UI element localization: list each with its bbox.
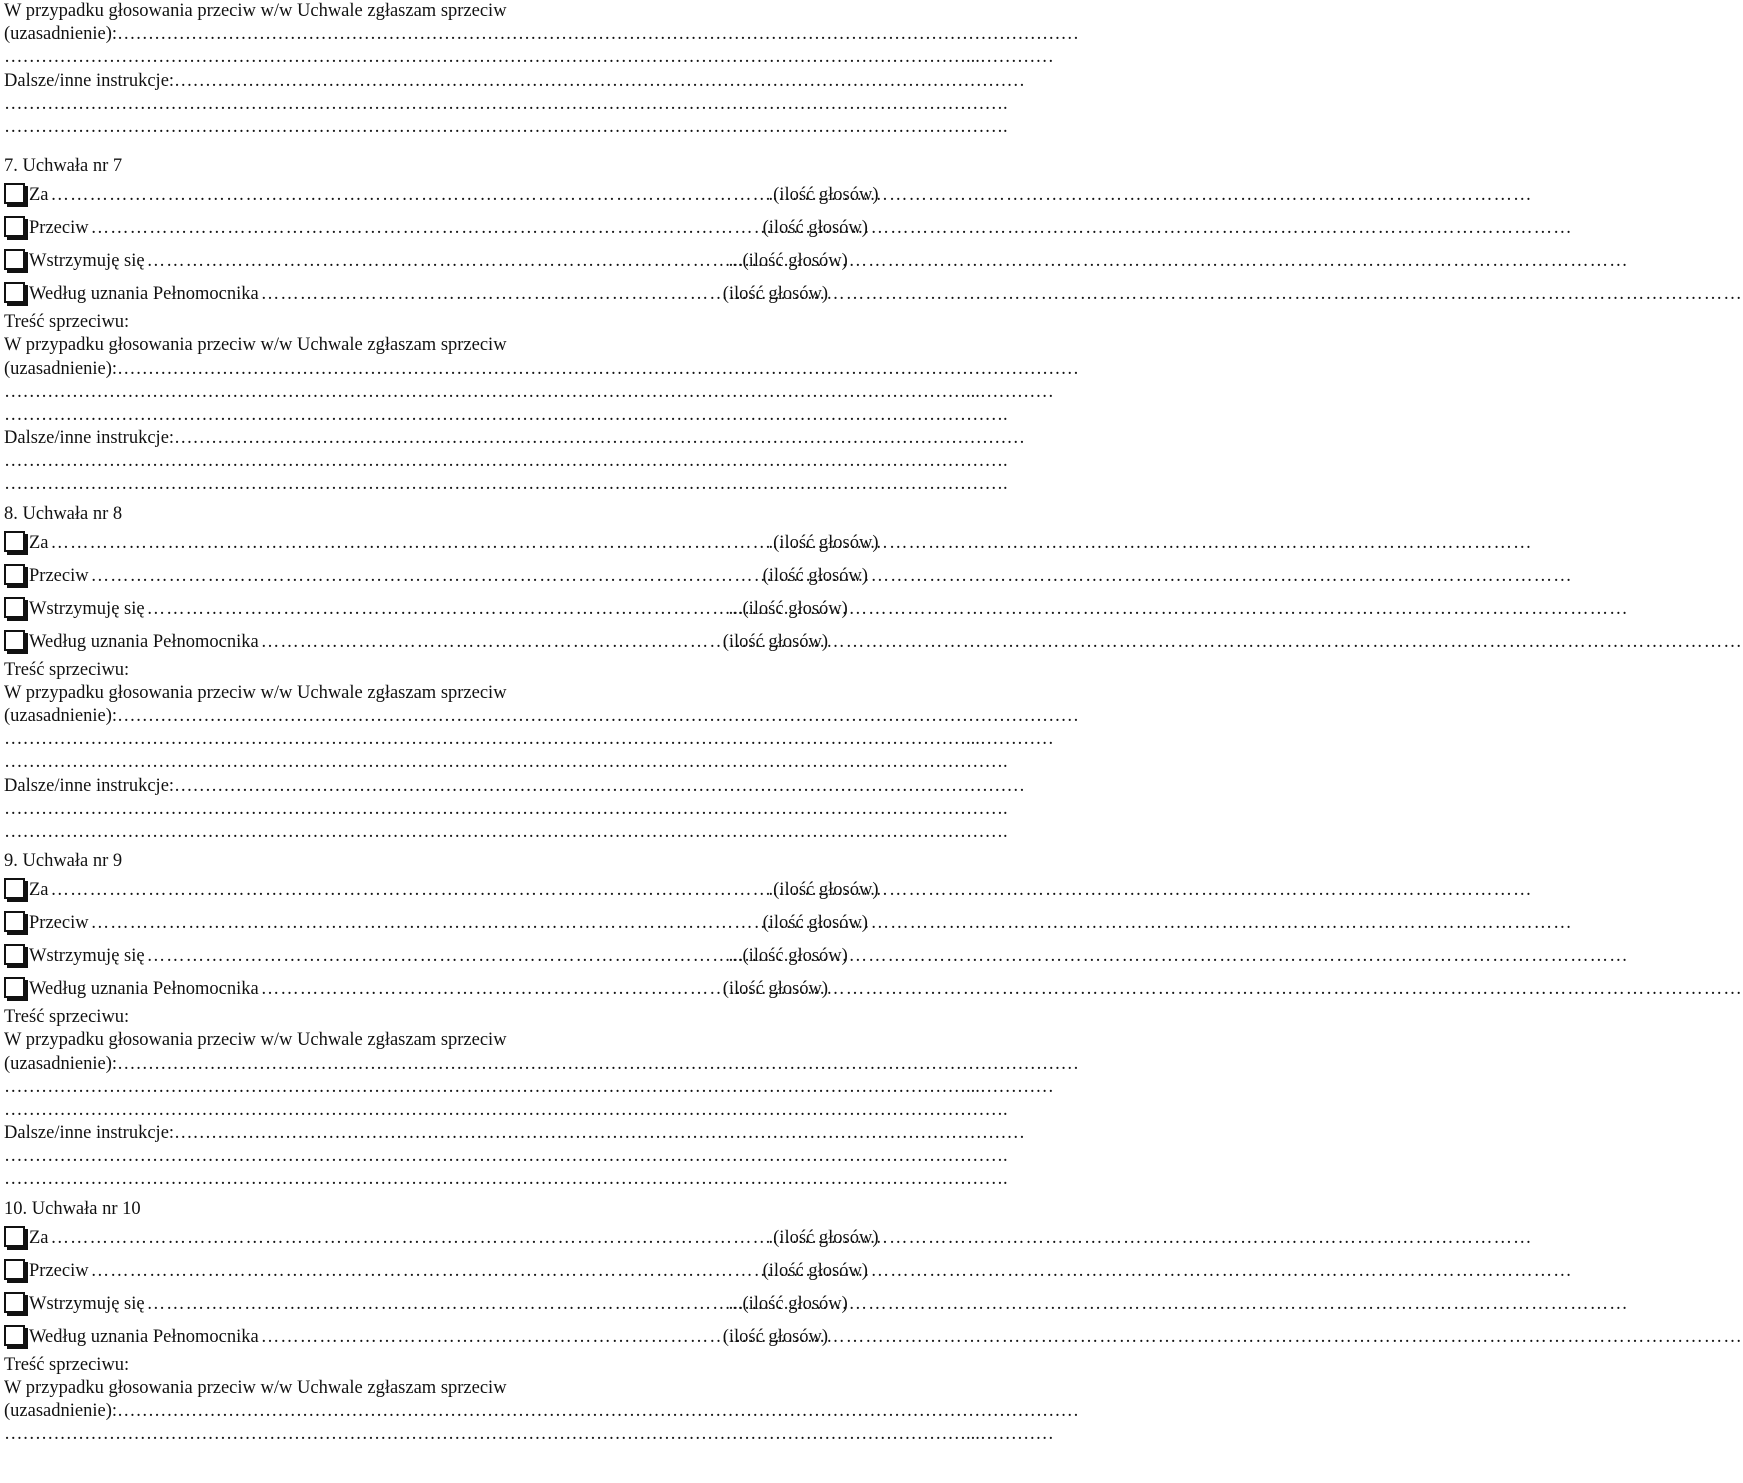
document-page — [4, 0, 1079, 1446]
dot-leader — [51, 179, 767, 212]
vote-option-przeciw — [4, 1255, 894, 1288]
vote-count-field[interactable]: (ilość głosów) — [762, 913, 868, 934]
dotted-line[interactable]: ………………………………………………………………………………………………………………………………………………. — [4, 404, 1008, 425]
option-label: Za — [29, 532, 49, 553]
checkbox-przeciw[interactable] — [4, 911, 25, 932]
dot-leader — [91, 560, 761, 593]
justification-line[interactable]: (uzasadnienie):………………………………………………………………………………………………………………………………………… — [4, 706, 1079, 726]
dotted-line[interactable]: ………………………………………………………………………………………………………………………………………………. — [4, 474, 1008, 495]
objection-heading: Treść sprzeciwu: — [4, 1007, 130, 1028]
vote-option-wedlug — [4, 1321, 876, 1354]
vote-count-field[interactable]: (ilość głosów) — [762, 565, 868, 586]
vote-option-przeciw — [4, 212, 894, 245]
vote-option-wedlug — [4, 973, 876, 1006]
option-label: Przeciw — [29, 1260, 89, 1281]
dotted-line[interactable]: ………………………………………………………………………………………………………………………………………………. — [4, 1169, 1008, 1190]
resolution-section-8 — [4, 497, 1079, 845]
dot-leader — [51, 1222, 767, 1255]
option-label: Przeciw — [29, 218, 89, 239]
vote-count-field[interactable]: (ilość głosów) — [722, 631, 829, 652]
vote-count-field[interactable]: ...(ilość głosów) — [728, 1293, 848, 1314]
dot-leader — [91, 1255, 761, 1288]
vote-count-field[interactable]: (ilość głosów) — [762, 1260, 868, 1281]
dotted-line[interactable]: ………………………………………………………………………………………………………………………………………………. — [4, 821, 1008, 842]
option-label: Według uznania Pełnomocnika — [29, 284, 259, 305]
checkbox-wedlug[interactable] — [4, 282, 25, 303]
vote-option-przeciw — [4, 907, 894, 940]
option-label: Za — [29, 185, 49, 206]
vote-option-wedlug — [4, 626, 876, 659]
vote-count-field[interactable]: (ilość głosów) — [722, 979, 829, 1000]
checkbox-za[interactable] — [4, 183, 25, 204]
dotted-line[interactable]: ………………………………………………………………………………………………………………………………………………. — [4, 752, 1008, 773]
checkbox-za[interactable] — [4, 531, 25, 552]
vote-count-field[interactable]: (ilość głosów) — [722, 284, 829, 305]
checkbox-wedlug[interactable] — [4, 630, 25, 651]
resolution-heading: 8. Uchwała nr 8 — [4, 503, 123, 524]
dotted-line[interactable]: …………………………………………………………………………………………………………………………………………...………… — [4, 381, 1054, 402]
option-label: Wstrzymuję się — [29, 251, 145, 272]
vote-option-za — [4, 527, 900, 560]
checkbox-przeciw[interactable] — [4, 564, 25, 585]
dot-leader — [261, 973, 721, 1006]
objection-text: W przypadku głosowania przeciw w/w Uchwale zgłaszam sprzeciw — [4, 1377, 507, 1398]
option-label: Wstrzymuję się — [29, 598, 145, 619]
vote-count-field[interactable]: (ilość głosów) — [722, 1326, 829, 1347]
dotted-line[interactable]: ………………………………………………………………………………………………………………………………………………. — [4, 798, 1008, 819]
option-label: Przeciw — [29, 565, 89, 586]
vote-option-wedlug — [4, 278, 876, 311]
vote-count-field[interactable]: ...(ilość głosów) — [728, 251, 848, 272]
option-label: Wstrzymuję się — [29, 1293, 145, 1314]
vote-count-field[interactable]: (ilość głosów) — [762, 218, 868, 239]
resolution-section-10 — [4, 1192, 1079, 1447]
vote-option-za — [4, 874, 900, 907]
dot-leader — [51, 874, 767, 907]
dot-leader — [147, 940, 727, 973]
dotted-line[interactable]: ………………………………………………………………………………………………………………………………………………. — [4, 1099, 1008, 1120]
dotted-line[interactable]: ………………………………………………………………………………………………………………………………………………. — [4, 1146, 1008, 1167]
objection-text: W przypadku głosowania przeciw w/w Uchwale zgłaszam sprzeciw — [4, 335, 507, 356]
dot-leader — [261, 626, 721, 659]
checkbox-wstrzymuje[interactable] — [4, 944, 25, 965]
vote-option-za — [4, 1222, 900, 1255]
further-instructions-line[interactable]: Dalsze/inne instrukcje:………………………………………………………………………………………………………………………… — [4, 428, 1026, 449]
vote-option-za — [4, 179, 900, 212]
vote-option-wstrzymuje — [4, 245, 884, 278]
checkbox-wedlug[interactable] — [4, 1325, 25, 1346]
justification-line[interactable]: (uzasadnienie):………………………………………………………………………………………………………………………………………… — [4, 1053, 1079, 1074]
resolution-heading: 9. Uchwała nr 9 — [4, 851, 123, 872]
resolution-section-7 — [4, 149, 1079, 497]
option-label: Wstrzymuję się — [29, 946, 145, 967]
objection-text: W przypadku głosowania przeciw w/w Uchwale zgłaszam sprzeciw — [4, 1030, 507, 1051]
dot-leader — [51, 527, 767, 560]
further-instructions-line[interactable]: Dalsze/inne instrukcje:………………………………………………………………………………………………………………………… — [4, 1123, 1026, 1144]
checkbox-przeciw[interactable] — [4, 216, 25, 237]
vote-count-field[interactable]: ...(ilość głosów) — [728, 946, 848, 967]
dot-leader — [147, 593, 727, 626]
option-label: Według uznania Pełnomocnika — [29, 979, 259, 1000]
objection-text: W przypadku głosowania przeciw w/w Uchwale zgłaszam sprzeciw — [4, 1, 507, 21]
objection-heading: Treść sprzeciwu: — [4, 312, 130, 333]
justification-line[interactable]: (uzasadnienie):………………………………………………………………………………………………………………………………………… — [4, 358, 1079, 379]
vote-option-wstrzymuje — [4, 940, 884, 973]
further-instructions-line: Dalsze/inne instrukcje:………………………………………………………………………………………………………………………… — [4, 70, 1026, 91]
resolution-heading: 7. Uchwała nr 7 — [4, 156, 123, 177]
dotted-line[interactable]: …………………………………………………………………………………………………………………………………………...………… — [4, 729, 1054, 750]
checkbox-za[interactable] — [4, 878, 25, 899]
vote-option-przeciw — [4, 560, 894, 593]
dot-leader — [91, 212, 761, 245]
objection-text: W przypadku głosowania przeciw w/w Uchwale zgłaszam sprzeciw — [4, 682, 507, 703]
option-label: Za — [29, 880, 49, 901]
checkbox-przeciw[interactable] — [4, 1259, 25, 1280]
dot-leader — [91, 907, 761, 940]
checkbox-wstrzymuje[interactable] — [4, 249, 25, 270]
dot-leader — [147, 245, 727, 278]
vote-option-wstrzymuje — [4, 593, 884, 626]
justification-line[interactable]: (uzasadnienie):………………………………………………………………………………………………………………………………………… — [4, 1401, 1079, 1421]
vote-count-field[interactable]: .(ilość głosów) — [768, 532, 879, 553]
dotted-line: ………………………………………………………………………………………………………………………………………………. — [4, 116, 1008, 137]
checkbox-wstrzymuje[interactable] — [4, 1292, 25, 1313]
objection-heading: Treść sprzeciwu: — [4, 659, 130, 680]
option-label: Przeciw — [29, 913, 89, 934]
resolution-section-9 — [4, 844, 1079, 1192]
further-instructions-line[interactable]: Dalsze/inne instrukcje:………………………………………………………………………………………………………………………… — [4, 775, 1026, 796]
vote-count-field[interactable]: .(ilość głosów) — [768, 185, 879, 206]
resolution-heading: 10. Uchwała nr 10 — [4, 1198, 141, 1219]
dotted-line[interactable]: …………………………………………………………………………………………………………………………………………...………… — [4, 1424, 1054, 1445]
dotted-line: …………………………………………………………………………………………………………………………………………...………… — [4, 47, 1054, 68]
vote-count-field[interactable]: ...(ilość głosów) — [728, 598, 848, 619]
option-label: Według uznania Pełnomocnika — [29, 631, 259, 652]
dotted-line[interactable]: …………………………………………………………………………………………………………………………………………...………… — [4, 1076, 1054, 1097]
dot-leader — [261, 278, 721, 311]
vote-count-field[interactable]: .(ilość głosów) — [768, 1227, 879, 1248]
vote-option-wstrzymuje — [4, 1288, 884, 1321]
option-label: Za — [29, 1227, 49, 1248]
option-label: Według uznania Pełnomocnika — [29, 1326, 259, 1347]
vote-count-field[interactable]: .(ilość głosów) — [768, 880, 879, 901]
dotted-line: ………………………………………………………………………………………………………………………………………………. — [4, 93, 1008, 114]
objection-heading: Treść sprzeciwu: — [4, 1354, 130, 1375]
dot-leader — [261, 1321, 721, 1354]
justification-line: (uzasadnienie):………………………………………………………………………………………………………………………………………… — [4, 24, 1079, 45]
dotted-line[interactable]: ………………………………………………………………………………………………………………………………………………. — [4, 451, 1008, 472]
checkbox-wstrzymuje[interactable] — [4, 597, 25, 618]
dot-leader — [147, 1288, 727, 1321]
checkbox-za[interactable] — [4, 1226, 25, 1247]
checkbox-wedlug[interactable] — [4, 977, 25, 998]
